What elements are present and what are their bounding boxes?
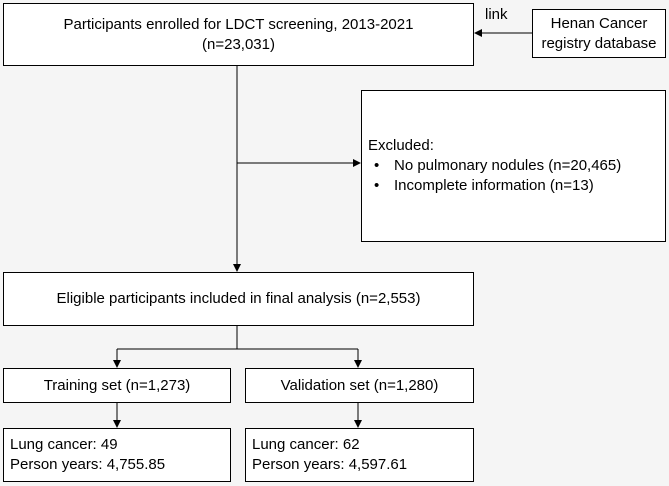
eligible-label: Eligible participants included in final analysis (n=2,553) xyxy=(56,290,421,307)
training-box xyxy=(3,368,231,403)
validation-results-box xyxy=(245,428,474,482)
bullet-glyph: • xyxy=(374,177,380,194)
registry-line2: registry database xyxy=(541,34,657,52)
excluded-box xyxy=(361,90,666,242)
enrolled-box xyxy=(3,3,474,66)
excluded-item xyxy=(368,176,665,196)
excluded-heading: Excluded: xyxy=(368,137,434,154)
excluded-item-label: Incomplete information (n=13) xyxy=(394,177,594,194)
validation-person-years: Person years: 4,597.61 xyxy=(252,456,408,473)
validation-box xyxy=(245,368,474,403)
link-label: link xyxy=(485,6,508,23)
excluded-item-label: No pulmonary nodules (n=20,465) xyxy=(394,157,622,174)
training-lung-cancer: Lung cancer: 49 xyxy=(10,436,118,453)
enrolled-count: (n=23,031) xyxy=(202,35,275,53)
excluded-item xyxy=(368,156,665,176)
training-person-years: Person years: 4,755.85 xyxy=(10,456,166,473)
enrolled-title: Participants enrolled for LDCT screening, 2013-2021 xyxy=(63,15,414,33)
training-label: Training set (n=1,273) xyxy=(43,376,191,394)
eligible-box xyxy=(3,272,474,326)
registry-line1: Henan Cancer xyxy=(550,14,648,32)
bullet-glyph: • xyxy=(374,157,380,174)
training-results-box xyxy=(3,428,231,482)
validation-lung-cancer: Lung cancer: 62 xyxy=(252,436,360,453)
validation-label: Validation set (n=1,280) xyxy=(280,376,439,394)
excluded-list xyxy=(368,156,665,196)
registry-box xyxy=(532,9,666,58)
